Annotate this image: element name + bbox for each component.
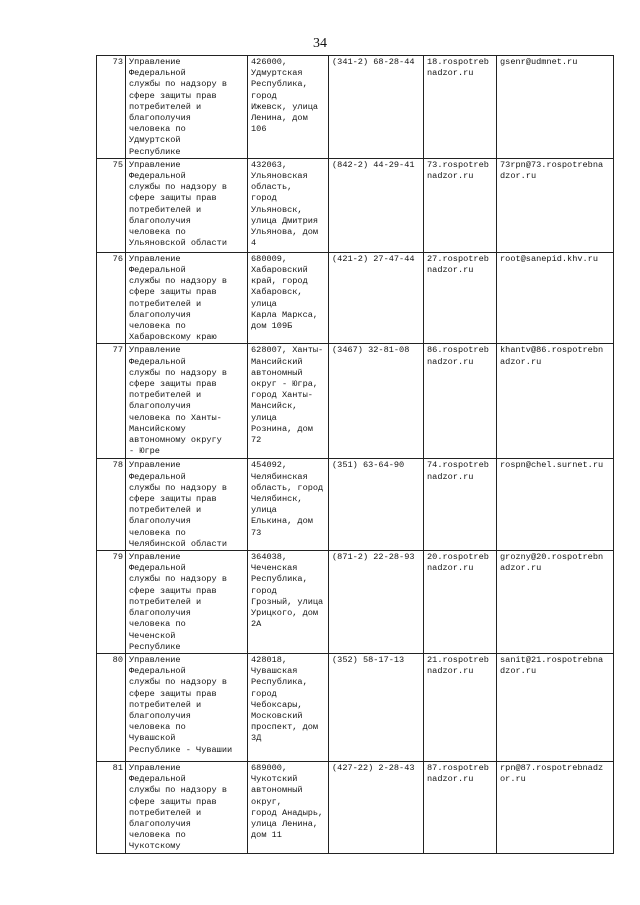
agency-website: 18.rospotreb nadzor.ru (424, 56, 497, 159)
table-row (97, 761, 614, 853)
agency-name: Управление Федеральной службы по надзору в сфере защиты прав потребителей и благополучия человека по Ульяновской области (126, 158, 248, 252)
agency-website: 20.rospotreb nadzor.ru (424, 551, 497, 654)
agency-name: Управление Федеральной службы по надзору в сфере защиты прав потребителей и благополучия человека по Хабаровскому краю (126, 252, 248, 344)
table-row (97, 252, 614, 344)
agency-phone: (421-2) 27-47-44 (329, 252, 424, 344)
agency-name: Управление Федеральной службы по надзору в сфере защиты прав потребителей и благополучия человека по Челябинской области (126, 459, 248, 551)
agency-email: root@sanepid.khv.ru (497, 252, 614, 344)
row-number: 79 (97, 551, 126, 654)
table-row (97, 459, 614, 551)
agency-name: Управление Федеральной службы по надзору в сфере защиты прав потребителей и благополучия человека по Чувашской Республике - Чувашии (126, 653, 248, 761)
row-number: 76 (97, 252, 126, 344)
agency-website: 74.rospotreb nadzor.ru (424, 459, 497, 551)
agency-website: 87.rospotreb nadzor.ru (424, 761, 497, 853)
agency-phone: (427-22) 2-28-43 (329, 761, 424, 853)
row-number: 78 (97, 459, 126, 551)
agency-phone: (3467) 32-81-08 (329, 344, 424, 459)
table-row (97, 653, 614, 761)
row-number: 80 (97, 653, 126, 761)
agency-phone: (842-2) 44-29-41 (329, 158, 424, 252)
table-row (97, 158, 614, 252)
agency-email: grozny@20.rospotrebn adzor.ru (497, 551, 614, 654)
agency-address: 428018, Чувашская Республика, город Чебоксары, Московский проспект, дом 3Д (248, 653, 329, 761)
agency-website: 27.rospotreb nadzor.ru (424, 252, 497, 344)
agency-email: 73rpn@73.rospotrebna dzor.ru (497, 158, 614, 252)
agency-address: 426000, Удмуртская Республика, город Ижевск, улица Ленина, дом 106 (248, 56, 329, 159)
agency-email: gsenr@udmnet.ru (497, 56, 614, 159)
page-number: 34 (313, 36, 327, 51)
agency-website: 73.rospotreb nadzor.ru (424, 158, 497, 252)
table-row (97, 344, 614, 459)
agency-address: 364038, Чеченская Республика, город Грозный, улица Урицкого, дом 2А (248, 551, 329, 654)
agency-website: 21.rospotreb nadzor.ru (424, 653, 497, 761)
agency-email: rpn@87.rospotrebnadz or.ru (497, 761, 614, 853)
agency-name: Управление Федеральной службы по надзору в сфере защиты прав потребителей и благополучия человека по Чукотскому (126, 761, 248, 853)
agency-phone: (871-2) 22-28-93 (329, 551, 424, 654)
row-number: 81 (97, 761, 126, 853)
table-body (97, 56, 614, 854)
agency-address: 432063, Ульяновская область, город Ульяновск, улица Дмитрия Ульянова, дом 4 (248, 158, 329, 252)
table-row (97, 56, 614, 159)
agency-website: 86.rospotreb nadzor.ru (424, 344, 497, 459)
agency-name: Управление Федеральной службы по надзору в сфере защиты прав потребителей и благополучия человека по Удмуртской Республике (126, 56, 248, 159)
agency-address: 689000, Чукотский автономный округ, город Анадырь, улица Ленина, дом 11 (248, 761, 329, 853)
agency-address: 628007, Ханты- Мансийский автономный округ - Югра, город Ханты- Мансийск, улица Рознина, дом 72 (248, 344, 329, 459)
agency-name: Управление Федеральной службы по надзору в сфере защиты прав потребителей и благополучия человека по Чеченской Республике (126, 551, 248, 654)
row-number: 73 (97, 56, 126, 159)
agency-address: 680009, Хабаровский край, город Хабаровск, улица Карла Маркса, дом 109Б (248, 252, 329, 344)
row-number: 75 (97, 158, 126, 252)
agency-phone: (351) 63-64-90 (329, 459, 424, 551)
agency-phone: (352) 58-17-13 (329, 653, 424, 761)
agency-address: 454092, Челябинская область, город Челябинск, улица Елькина, дом 73 (248, 459, 329, 551)
agency-email: rospn@chel.surnet.ru (497, 459, 614, 551)
table-row (97, 551, 614, 654)
agency-email: sanit@21.rospotrebna dzor.ru (497, 653, 614, 761)
agency-email: khantv@86.rospotrebn adzor.ru (497, 344, 614, 459)
agency-phone: (341-2) 68-28-44 (329, 56, 424, 159)
agency-name: Управление Федеральной службы по надзору в сфере защиты прав потребителей и благополучия человека по Ханты- Мансийскому автономному округу - Югре (126, 344, 248, 459)
agency-table (96, 55, 614, 854)
row-number: 77 (97, 344, 126, 459)
